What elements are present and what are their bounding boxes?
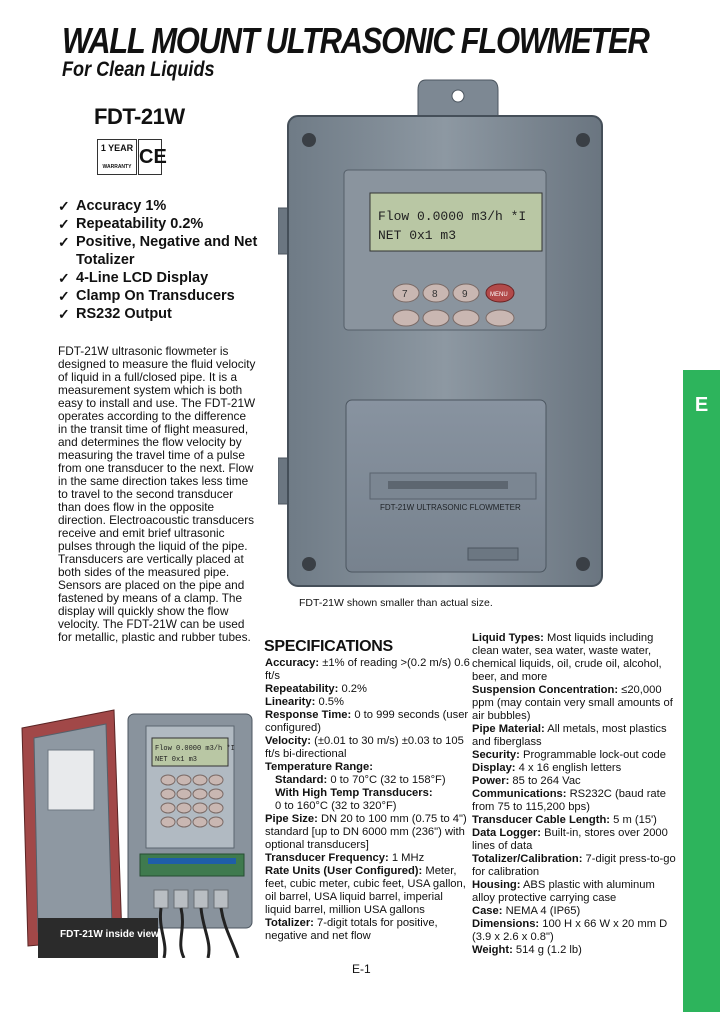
spec-item xyxy=(472,684,677,723)
spec-item xyxy=(472,905,677,918)
spec-label: Accuracy: xyxy=(265,657,320,669)
model-name: FDT-21W xyxy=(94,104,185,129)
spec-item xyxy=(265,852,470,865)
spec-item xyxy=(472,918,677,944)
feature-item xyxy=(58,287,266,305)
spec-value: NEMA 4 (IP65) xyxy=(502,905,581,917)
spec-item xyxy=(265,800,470,813)
spec-label: Transducer Cable Length: xyxy=(472,814,611,826)
feature-text: Accuracy 1% xyxy=(76,198,167,214)
spec-item xyxy=(265,787,470,800)
spec-value: Programmable lock-out code xyxy=(519,749,667,761)
spec-item xyxy=(472,827,677,853)
spec-item xyxy=(265,761,470,774)
spec-value: 1 MHz xyxy=(388,852,425,864)
spec-label: Standard: xyxy=(275,774,328,786)
spec-value: DN 20 to 100 mm (0.75 to 4") standard [up to DN 6000 mm (236") with optional transducers] xyxy=(265,813,467,851)
feature-text: Repeatability 0.2% xyxy=(76,216,204,232)
spec-item xyxy=(265,683,470,696)
spec-value: All metals, most plastics and fiberglass xyxy=(472,723,667,748)
spec-value: Meter, feet, cubic meter, cubic feet, USA gallon, oil barrel, USA liquid barrel, imperial liquid barrel, million USA gallons xyxy=(265,865,466,916)
flowmeter-inside-image xyxy=(18,690,258,958)
checkmark-icon: ✓ xyxy=(58,270,70,286)
warranty-badge-sublabel: WARRANTY xyxy=(102,164,132,170)
spec-label: Communications: xyxy=(472,788,567,800)
spec-item xyxy=(265,917,470,943)
spec-column-1 xyxy=(265,657,470,943)
spec-label: Pipe Material: xyxy=(472,723,545,735)
key-8: 8 xyxy=(432,289,438,300)
spec-label: Weight: xyxy=(472,944,513,956)
spec-label: Liquid Types: xyxy=(472,632,544,644)
spec-label: Rate Units (User Configured): xyxy=(265,865,423,877)
spec-label: With High Temp Transducers: xyxy=(275,787,433,799)
spec-value: Most liquids including clean water, sea water, waste water, chemical liquids, oil, crude oil, alcohol, beer, and more xyxy=(472,632,662,683)
feature-text: RS232 Output xyxy=(76,306,172,322)
spec-item xyxy=(472,944,677,957)
spec-label: Totalizer/Calibration: xyxy=(472,853,583,865)
spec-label: Totalizer: xyxy=(265,917,314,929)
spec-item xyxy=(472,879,677,905)
inside-lcd-line-2: NET 0x1 m3 xyxy=(155,756,198,764)
inside-lcd-line-1: Flow 0.0000 m3/h *I xyxy=(155,745,235,753)
checkmark-icon: ✓ xyxy=(58,234,70,250)
spec-column-2 xyxy=(472,632,677,957)
spec-label: Display: xyxy=(472,762,516,774)
feature-item xyxy=(58,215,266,233)
feature-text: Clamp On Transducers xyxy=(76,288,235,304)
warranty-badge-label: 1 YEAR xyxy=(100,143,134,153)
spec-item xyxy=(265,709,470,735)
spec-label: Linearity: xyxy=(265,696,316,708)
spec-value: (±0.01 to 30 m/s) ±0.03 to 105 ft/s bi-directional xyxy=(265,735,464,760)
section-tab-letter: E xyxy=(694,394,709,416)
spec-value: ±1% of reading >(0.2 m/s) 0.6 ft/s xyxy=(265,657,470,682)
spec-item xyxy=(472,723,677,749)
nameplate-text: FDT-21W ULTRASONIC FLOWMETER xyxy=(380,503,521,512)
inside-view-caption: FDT-21W inside view. xyxy=(60,929,162,940)
spec-label: Pipe Size: xyxy=(265,813,318,825)
spec-value: 0.5% xyxy=(315,696,344,708)
page-subtitle: For Clean Liquids xyxy=(62,58,215,81)
spec-value: 0 to 999 seconds (user configured) xyxy=(265,709,469,734)
warranty-badge xyxy=(97,139,137,175)
spec-label: Data Logger: xyxy=(472,827,541,839)
spec-value: ≤20,000 ppm (may contain very small amounts of air bubbles) xyxy=(472,684,673,722)
spec-value: 5 m (15') xyxy=(610,814,657,826)
spec-item xyxy=(265,696,470,709)
feature-item xyxy=(58,305,266,323)
feature-list xyxy=(58,197,266,323)
key-menu: MENU xyxy=(490,292,508,298)
spec-item xyxy=(472,762,677,775)
flowmeter-front-image xyxy=(278,78,610,590)
spec-item xyxy=(472,749,677,762)
checkmark-icon: ✓ xyxy=(58,306,70,322)
spec-item xyxy=(472,775,677,788)
spec-value: 85 to 264 Vac xyxy=(509,775,581,787)
feature-item xyxy=(58,269,266,287)
spec-value: Built-in, stores over 2000 lines of data xyxy=(472,827,668,852)
spec-item xyxy=(265,735,470,761)
spec-label: Transducer Frequency: xyxy=(265,852,389,864)
ce-mark: CE xyxy=(138,139,162,175)
spec-item xyxy=(472,814,677,827)
key-9: 9 xyxy=(462,289,468,300)
feature-text: 4-Line LCD Display xyxy=(76,270,209,286)
page-number: E-1 xyxy=(352,962,371,976)
spec-label: Response Time: xyxy=(265,709,352,721)
checkmark-icon: ✓ xyxy=(58,288,70,304)
product-description: FDT-21W ultrasonic flowmeter is designed to measure the fluid velocity of liquid in a full/closed pipe. It is a measurement system which is both easy to install and use. The FDT-21W operates according to the difference in the transit time of flight measured, and determines the flow velocity by measuring the travel time of a pulse from one transducer to the next. Flow in the same direction takes less time to travel to the second transducer than does flow in the opposite direction. Electroacoustic transducers receive and emit brief ultrasonic pulses through the liquid of the pipe. Transducers are vertically placed at both sides of the measured pipe. Sensors are placed on the pipe and fastened by means of a clamp. The display will quickly show the flow velocity. The FDT-21W can be used for metallic, plastic and rubber tubes. xyxy=(58,344,256,644)
spec-item xyxy=(472,788,677,814)
spec-value: RS232C (baud rate from 75 to 115,200 bps) xyxy=(472,788,666,813)
spec-label: Suspension Concentration: xyxy=(472,684,619,696)
spec-value: 7-digit totals for positive, negative and net flow xyxy=(265,917,438,942)
key-7: 7 xyxy=(402,289,408,300)
spec-label: Dimensions: xyxy=(472,918,540,930)
feature-item xyxy=(58,197,266,215)
lcd-line-1: Flow 0.0000 m3/h *I xyxy=(378,209,527,224)
section-tab xyxy=(683,370,720,1012)
spec-item xyxy=(265,657,470,683)
checkmark-icon: ✓ xyxy=(58,198,70,214)
spec-label: Housing: xyxy=(472,879,521,891)
spec-value: 7-digit press-to-go for calibration xyxy=(472,853,676,878)
spec-label: Temperature Range: xyxy=(265,761,373,773)
spec-value: 0 to 160°C (32 to 320°F) xyxy=(275,800,397,812)
specifications-heading: SPECIFICATIONS xyxy=(264,638,393,655)
spec-label: Security: xyxy=(472,749,520,761)
checkmark-icon: ✓ xyxy=(58,216,70,232)
spec-label: Case: xyxy=(472,905,503,917)
spec-item xyxy=(472,632,677,684)
spec-item xyxy=(265,813,470,852)
feature-text: Positive, Negative and Net Totalizer xyxy=(76,234,258,268)
spec-item xyxy=(265,774,470,787)
feature-item xyxy=(58,233,266,269)
spec-item xyxy=(472,853,677,879)
spec-value: ABS plastic with aluminum alloy protective carrying case xyxy=(472,879,655,904)
lcd-line-2: NET 0x1 m3 xyxy=(378,228,457,243)
spec-value: 514 g (1.2 lb) xyxy=(512,944,582,956)
spec-value: 100 H x 66 W x 20 mm D (3.9 x 2.6 x 0.8") xyxy=(472,918,668,943)
spec-item xyxy=(265,865,470,917)
spec-value: 0 to 70°C (32 to 158°F) xyxy=(327,774,446,786)
spec-value: 4 x 16 english letters xyxy=(515,762,622,774)
spec-label: Repeatability: xyxy=(265,683,339,695)
product-caption: FDT-21W shown smaller than actual size. xyxy=(299,597,493,609)
spec-value: 0.2% xyxy=(338,683,367,695)
page-title: WALL MOUNT ULTRASONIC FLOWMETER xyxy=(62,20,649,61)
spec-label: Power: xyxy=(472,775,510,787)
spec-label: Velocity: xyxy=(265,735,312,747)
